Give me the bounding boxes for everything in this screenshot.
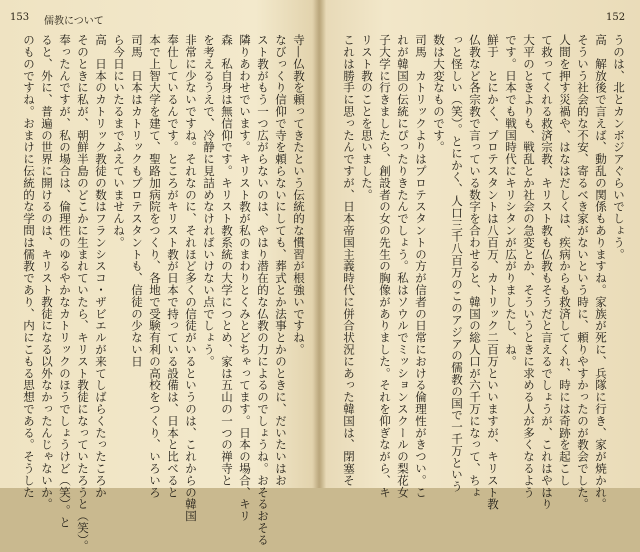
text-line: 仏教など各宗教で言っている数字を合わせると、韓国の総人口が六千万になって、ちょ	[468, 34, 482, 499]
text-line: 隣りあわせでいます。キリスト教が私のまわりとくみとどちゃってます。日本の場合、キリ	[238, 34, 252, 522]
text-line: 司馬 日本はカトリックもプロテスタントも、信徒の少ない日	[130, 34, 144, 368]
right-page	[322, 0, 640, 510]
text-line: ると、外に、普遍の世界に開けるのは、キリスト教徒になる以外なかったんじゃないか。	[40, 34, 54, 510]
text-line: 森 私自身は無信仰です。キリスト教系統の大学につとめ、家は五山の一つの禅寺と	[220, 34, 234, 487]
text-line: 鮮于 とにかく、プロテスタントは八百万、カトリック二百万といいますが、キリスト教	[486, 34, 500, 510]
text-line: うのは、北とカンボジアぐらいでしょう。	[612, 34, 626, 261]
left-page-number: 153	[10, 12, 30, 23]
text-line: て救ってくれる救済宗教、キリスト教も仏教もそうだと言えるでしょうが、これはやはり	[540, 34, 554, 510]
text-line: を考えるうえで、冷静に見詰めなければいけない点でしょう。	[202, 34, 216, 368]
left-text-column	[8, 34, 308, 552]
text-line: 非常に少ないですね。それなのに、それほど多くの信徒がいるというのは、これからの韓国	[184, 34, 198, 522]
text-line: そういう社会的な不安、寄るべき家がないという時に、頼りやすかったのが教会でした。	[576, 34, 590, 510]
text-line: 数は大変なものです。	[432, 34, 446, 153]
text-line: 高 日本のカトリック教徒の数はフランシスコ・ザビエルが来てしばらくたったころか	[94, 34, 108, 499]
text-line: これは勝手に思ったんですが、日本帝国主義時代に併合状況にあった韓国は、閉塞そ	[342, 34, 356, 487]
text-line: 寺―仏教を頼ってきたという伝統的な慣習が根強いですね。	[292, 34, 306, 356]
text-line: リスト教のことを思いました。	[360, 34, 374, 201]
text-line: そのときに私が、朝鮮半島のどこかに生まれていたら、キリスト教徒になっていたろうと（笑）。	[76, 34, 90, 552]
text-line: 奉ったんですが、私の場合は、倫理性のゆるやかなカトリックのほうでしょうけど（笑）。と	[58, 34, 72, 529]
text-line: 本で上智大学を建て、聖路加病院をつくり、各地で受験有利の高校をつくり、いろいろ	[148, 34, 162, 499]
left-page	[0, 0, 318, 552]
running-title: 儒教について	[44, 16, 104, 27]
text-line: 奉仕しているんです。ところがキリスト教が日本で持っている設備は、日本と比べると	[166, 34, 180, 499]
text-line: っと怪しい（笑）。とにかく、人口三千八百万のこのアジアの儒教の国で一千万という	[450, 34, 464, 493]
text-line: 大平のときよりも、戦乱とか社会の急変とか、そういうときに求める人が多くなるよう	[522, 34, 536, 499]
right-text-column	[328, 34, 628, 510]
text-line: ら今日にいたるまでふえていませんね。	[112, 34, 126, 249]
text-line: 司馬 カトリックよりはプロテスタントの方が信者の日常における倫理性がきつい。こ	[414, 34, 428, 499]
text-line: 人間を押す災禍や、はなはだしくは、疾病からも救済してくれ、時には奇跡を起こし	[558, 34, 572, 487]
text-line: です。日本でも戦国時代にキリシタンが広がりましたし、ね。	[504, 34, 518, 368]
text-line: 高 解放後で言えば、動乱の関係もありますね。家族が死に、兵隊に行き、家が焼かれ。	[594, 34, 608, 510]
text-line: れが韓国の伝統にぴったりきたんでしょう。私はソウルでミッションスクールの梨花女	[396, 34, 410, 499]
text-line: 子大学に行きましたら、創設者の女の先生の胸像がありました。それを仰ぎながら、キ	[378, 34, 392, 499]
text-line: なびっくり信仰で寺を頼らないにしても、葬式とか法事とかのときに、だいたいはお	[274, 34, 288, 487]
right-page-number: 152	[606, 12, 626, 23]
text-line: のものですね。おまけに伝統的な学問は儒教であり、内にこもる思想である。そうした	[22, 34, 36, 499]
text-line: スト教がもう一つ広がらないのは、やはり潜在的な仏教の力によるのでしょうね。おそるおそる	[256, 34, 270, 546]
